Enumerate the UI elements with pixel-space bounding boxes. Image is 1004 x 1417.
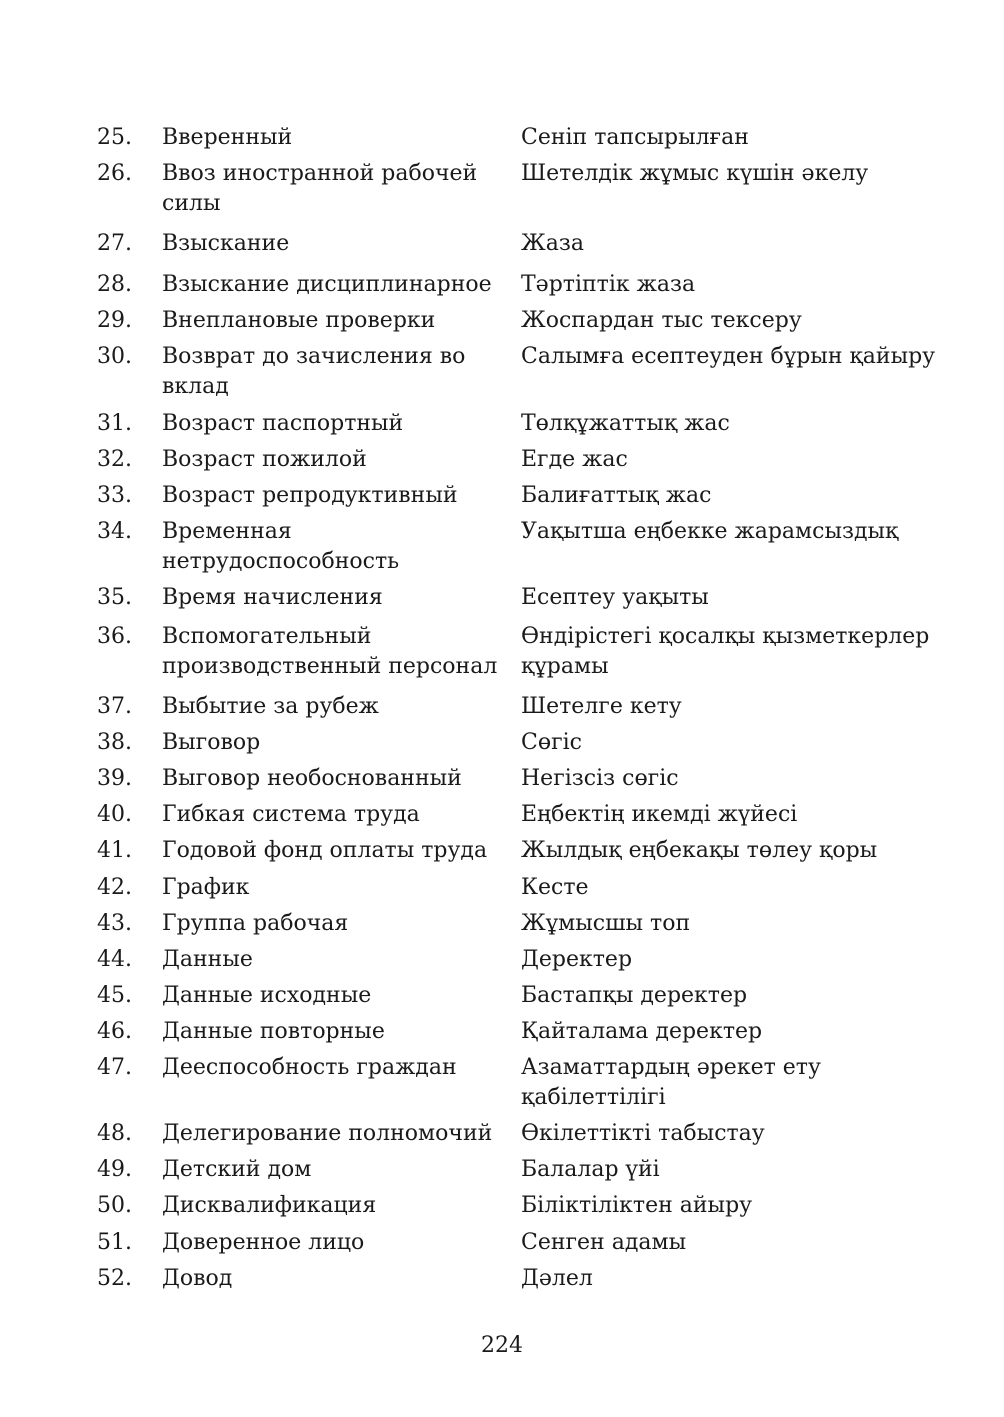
russian-term: Группа рабочая: [162, 911, 349, 936]
entry-number: 46.: [97, 1019, 132, 1044]
entry-number: 49.: [97, 1157, 132, 1182]
kazakh-term: Сенген адамы: [521, 1230, 687, 1255]
kazakh-term: Есептеу уақыты: [521, 585, 709, 610]
russian-term: Дееспособность граждан: [162, 1055, 457, 1080]
russian-term: Возврат до зачисления во вклад: [162, 344, 466, 399]
kazakh-term: Бастапқы деректер: [521, 983, 748, 1008]
kazakh-term: Біліктіліктен айыру: [521, 1193, 753, 1218]
russian-term: Выбытие за рубеж: [162, 694, 379, 719]
kazakh-term: Жаза: [521, 231, 584, 256]
entry-number: 28.: [97, 272, 132, 297]
russian-term: Временная нетрудоспособность: [162, 519, 400, 574]
russian-term: Взыскание дисциплинарное: [162, 272, 492, 297]
page-number: 224: [481, 1333, 523, 1358]
russian-term: Данные: [162, 947, 253, 972]
russian-term: График: [162, 875, 250, 900]
kazakh-term: Балалар үйі: [521, 1157, 660, 1182]
entry-number: 52.: [97, 1266, 132, 1291]
entry-number: 27.: [97, 231, 132, 256]
entry-number: 50.: [97, 1193, 132, 1218]
entry-number: 40.: [97, 802, 132, 827]
russian-term: Выговор: [162, 730, 261, 755]
russian-term: Ввоз иностранной рабочей силы: [162, 161, 478, 216]
kazakh-term: Кесте: [521, 875, 589, 900]
kazakh-term: Жылдық еңбекақы төлеу қоры: [521, 838, 878, 863]
entry-number: 41.: [97, 838, 132, 863]
russian-term: Выговор необоснованный: [162, 766, 462, 791]
entry-number: 34.: [97, 519, 132, 544]
kazakh-term: Негізсіз сөгіс: [521, 766, 679, 791]
entry-number: 30.: [97, 344, 132, 369]
kazakh-term: Сеніп тапсырылған: [521, 125, 749, 150]
entry-number: 45.: [97, 983, 132, 1008]
kazakh-term: Жұмысшы топ: [521, 911, 691, 936]
entry-number: 51.: [97, 1230, 132, 1255]
entry-number: 42.: [97, 875, 132, 900]
kazakh-term: Тәртіптік жаза: [521, 272, 696, 297]
entry-number: 48.: [97, 1121, 132, 1146]
russian-term: Довод: [162, 1266, 233, 1291]
russian-term: Детский дом: [162, 1157, 312, 1182]
kazakh-term: Уақытша еңбекке жарамсыздық: [521, 519, 899, 544]
kazakh-term: Еңбектің икемді жүйесі: [521, 802, 798, 827]
entry-number: 29.: [97, 308, 132, 333]
entry-number: 35.: [97, 585, 132, 610]
kazakh-term: Азаматтардың әрекет ету қабілеттілігі: [521, 1055, 821, 1110]
entry-number: 32.: [97, 447, 132, 472]
russian-term: Гибкая система труда: [162, 802, 420, 827]
russian-term: Возраст паспортный: [162, 411, 404, 436]
entry-number: 26.: [97, 161, 132, 186]
entry-number: 44.: [97, 947, 132, 972]
russian-term: Вверенный: [162, 125, 293, 150]
russian-term: Данные исходные: [162, 983, 372, 1008]
russian-term: Взыскание: [162, 231, 290, 256]
entry-number: 31.: [97, 411, 132, 436]
entry-number: 38.: [97, 730, 132, 755]
entry-number: 47.: [97, 1055, 132, 1080]
kazakh-term: Дәлел: [521, 1266, 593, 1291]
russian-term: Делегирование полномочий: [162, 1121, 493, 1146]
entry-number: 37.: [97, 694, 132, 719]
kazakh-term: Қайталама деректер: [521, 1019, 763, 1044]
kazakh-term: Шетелге кету: [521, 694, 682, 719]
kazakh-term: Балиғаттық жас: [521, 483, 712, 508]
russian-term: Время начисления: [162, 585, 383, 610]
russian-term: Дисквалификация: [162, 1193, 377, 1218]
entry-number: 43.: [97, 911, 132, 936]
russian-term: Вспомогательный производственный персонал: [162, 624, 498, 679]
russian-term: Внеплановые проверки: [162, 308, 436, 333]
entry-number: 25.: [97, 125, 132, 150]
kazakh-term: Төлқұжаттық жас: [521, 411, 730, 436]
kazakh-term: Сөгіс: [521, 730, 582, 755]
russian-term: Возраст репродуктивный: [162, 483, 458, 508]
russian-term: Годовой фонд оплаты труда: [162, 838, 488, 863]
russian-term: Возраст пожилой: [162, 447, 367, 472]
kazakh-term: Жоспардан тыс тексеру: [521, 308, 802, 333]
entry-number: 33.: [97, 483, 132, 508]
russian-term: Доверенное лицо: [162, 1230, 365, 1255]
entry-number: 39.: [97, 766, 132, 791]
kazakh-term: Өкілеттікті табыстау: [521, 1121, 765, 1146]
kazakh-term: Шетелдік жұмыс күшін әкелу: [521, 161, 869, 186]
russian-term: Данные повторные: [162, 1019, 385, 1044]
kazakh-term: Деректер: [521, 947, 633, 972]
kazakh-term: Салымға есептеуден бұрын қайыру: [521, 344, 936, 369]
kazakh-term: Өндірістегі қосалқы қызметкерлер құрамы: [521, 624, 930, 679]
entry-number: 36.: [97, 624, 132, 649]
kazakh-term: Егде жас: [521, 447, 628, 472]
